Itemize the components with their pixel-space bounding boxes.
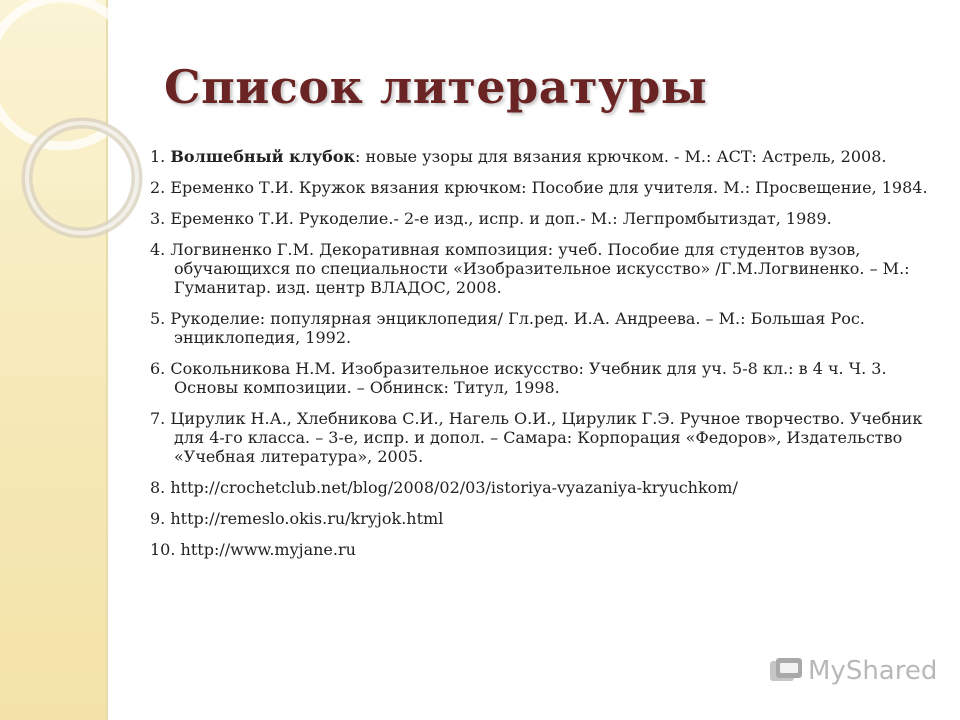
reference-text: : новые узоры для вязания крючком. - М.: АСТ: Астрель, 2008. [355, 147, 887, 166]
reference-item [150, 359, 940, 397]
reference-number: 6. [150, 359, 166, 378]
reference-number: 9. [150, 509, 166, 528]
reference-item [150, 147, 940, 166]
reference-bold-title: Волшебный клубок [170, 147, 356, 166]
reference-item [150, 409, 940, 466]
reference-link-item[interactable] [150, 509, 940, 528]
reference-number: 1. [150, 147, 166, 166]
reference-number: 7. [150, 409, 166, 428]
watermark-text: MyShared [808, 656, 938, 686]
reference-text: Еременко Т.И. Рукоделие.- 2-е изд., испр. и доп.- М.: Легпромбытиздат, 1989. [170, 209, 832, 228]
reference-link-item[interactable] [150, 540, 940, 559]
reference-text: Логвиненко Г.М. Декоративная композиция: учеб. Пособие для студентов вузов, обучающихся по специальности «Изобразительное искусство» /Г.М.Логвиненко. – М.: Гуманитар. изд. центр ВЛАДОС, 2008. [170, 240, 910, 297]
reference-list [150, 147, 940, 571]
reference-number: 5. [150, 309, 166, 328]
reference-number: 4. [150, 240, 166, 259]
reference-text: Еременко Т.И. Кружок вязания крючком: Пособие для учителя. М.: Просвещение, 1984. [170, 178, 928, 197]
reference-text: Рукоделие: популярная энциклопедия/ Гл.ред. И.А. Андреева. – М.: Большая Рос. энциклопедия, 1992. [170, 309, 865, 347]
reference-item [150, 240, 940, 297]
reference-item [150, 209, 940, 228]
reference-text: Сокольникова Н.М. Изобразительное искусство: Учебник для уч. 5-8 кл.: в 4 ч. Ч. 3. Основы композиции. – Обнинск: Титул, 1998. [170, 359, 887, 397]
myshared-logo-icon [768, 656, 804, 686]
reference-link-item[interactable] [150, 478, 940, 497]
reference-link[interactable]: http://remeslo.okis.ru/kryjok.html [170, 509, 444, 528]
reference-number: 2. [150, 178, 166, 197]
reference-link[interactable]: http://www.myjane.ru [180, 540, 356, 559]
reference-number: 8. [150, 478, 166, 497]
reference-link[interactable]: http://crochetclub.net/blog/2008/02/03/istoriya-vyazaniya-kryuchkom/ [170, 478, 738, 497]
reference-item [150, 309, 940, 347]
myshared-watermark [768, 656, 937, 686]
reference-item [150, 178, 940, 197]
reference-number: 3. [150, 209, 166, 228]
slide-title: Список литературы [164, 60, 708, 114]
reference-text: Цирулик Н.А., Хлебникова С.И., Нагель О.И., Цирулик Г.Э. Ручное творчество. Учебник для 4-го класса. – 3-е, испр. и допол. – Самара: Корпорация «Федоров», Издательство «Учебная литература», 2005. [170, 409, 923, 466]
reference-number: 10. [150, 540, 176, 559]
